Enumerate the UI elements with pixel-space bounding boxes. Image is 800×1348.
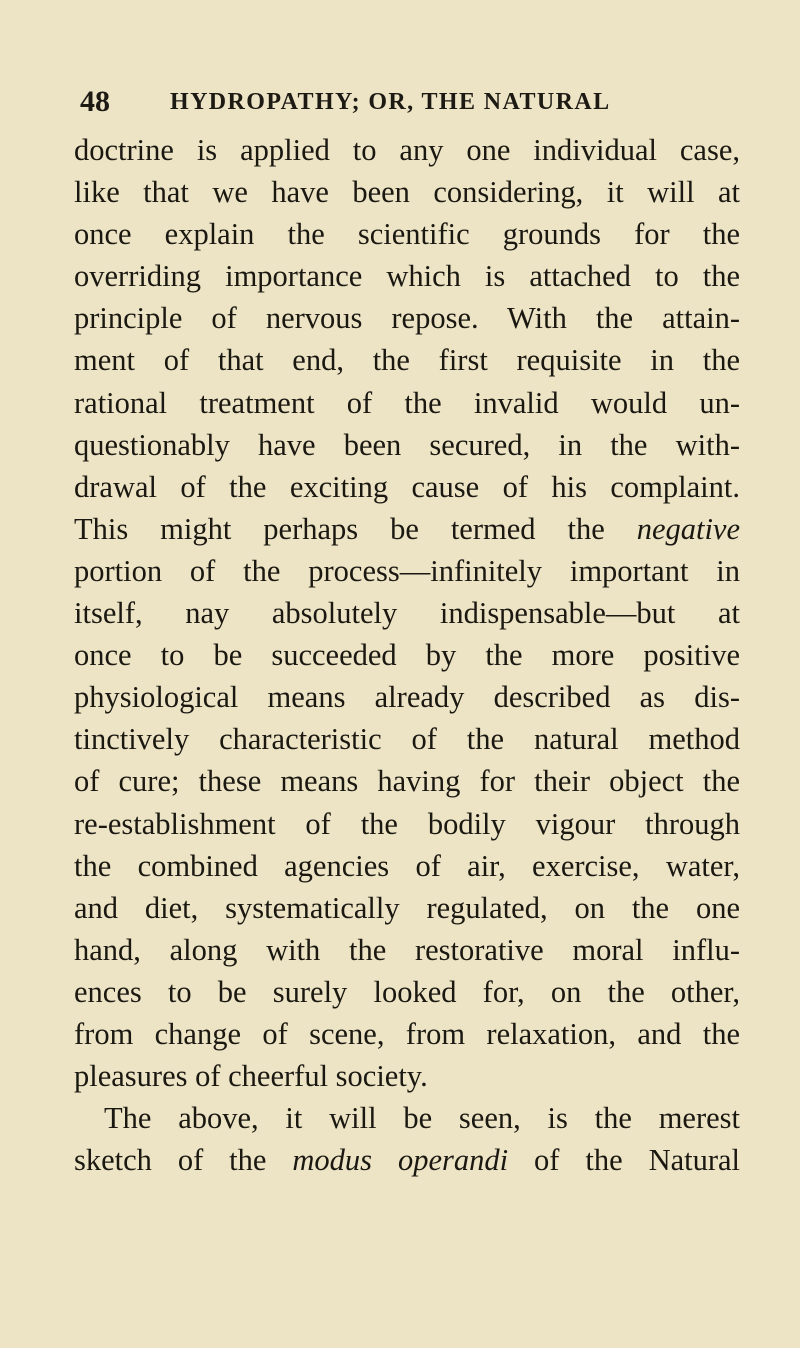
running-title: HYDROPATHY; OR, THE NATURAL xyxy=(170,89,611,115)
text-line: once explain the scientific grounds for the xyxy=(74,217,740,252)
text-line: portion of the process—infinitely important in xyxy=(74,553,740,588)
text-line: pleasures of cheerful society. xyxy=(74,1059,428,1094)
italic-term: negative xyxy=(636,511,740,546)
text-line: physiological means already described as dis- xyxy=(74,680,740,715)
text-line: principle of nervous repose. With the attain- xyxy=(74,301,740,336)
text-line: rational treatment of the invalid would un- xyxy=(74,385,740,420)
text-line: and diet, systematically regulated, on the one xyxy=(74,890,740,925)
italic-term: modus operandi xyxy=(292,1143,509,1178)
text-line: the combined agencies of air, exercise, water, xyxy=(74,848,740,883)
text-line: like that we have been considering, it will at xyxy=(74,175,740,210)
text-line: doctrine is applied to any one individual case, xyxy=(74,133,740,167)
text-line xyxy=(74,508,740,550)
text-line: once to be succeeded by the more positive xyxy=(74,638,740,673)
text-line: ment of that end, the first requisite in the xyxy=(74,343,740,378)
text-fragment: of the Natural xyxy=(534,1143,741,1178)
text-fragment: This might perhaps be termed the xyxy=(74,511,605,546)
text-line: overriding importance which is attached to the xyxy=(74,259,740,294)
text-line: from change of scene, from relaxation, and the xyxy=(74,1016,740,1051)
text-line: drawal of the exciting cause of his complaint. xyxy=(74,469,740,504)
body-text xyxy=(74,129,740,1181)
text-line: tinctively characteristic of the natural method xyxy=(74,722,740,757)
text-line: re-establishment of the bodily vigour through xyxy=(74,806,740,841)
text-line: hand, along with the restorative moral influ- xyxy=(74,932,740,967)
text-line: The above, it will be seen, is the merest xyxy=(104,1101,740,1136)
text-fragment: sketch of the xyxy=(74,1143,267,1178)
text-line: ences to be surely looked for, on the other, xyxy=(74,974,740,1009)
text-line xyxy=(74,1139,740,1181)
running-header xyxy=(80,82,740,122)
text-line: questionably have been secured, in the with- xyxy=(74,427,740,462)
text-line: of cure; these means having for their object the xyxy=(74,764,740,799)
text-line: itself, nay absolutely indispensable—but at xyxy=(74,596,740,631)
page-number: 48 xyxy=(80,85,110,118)
